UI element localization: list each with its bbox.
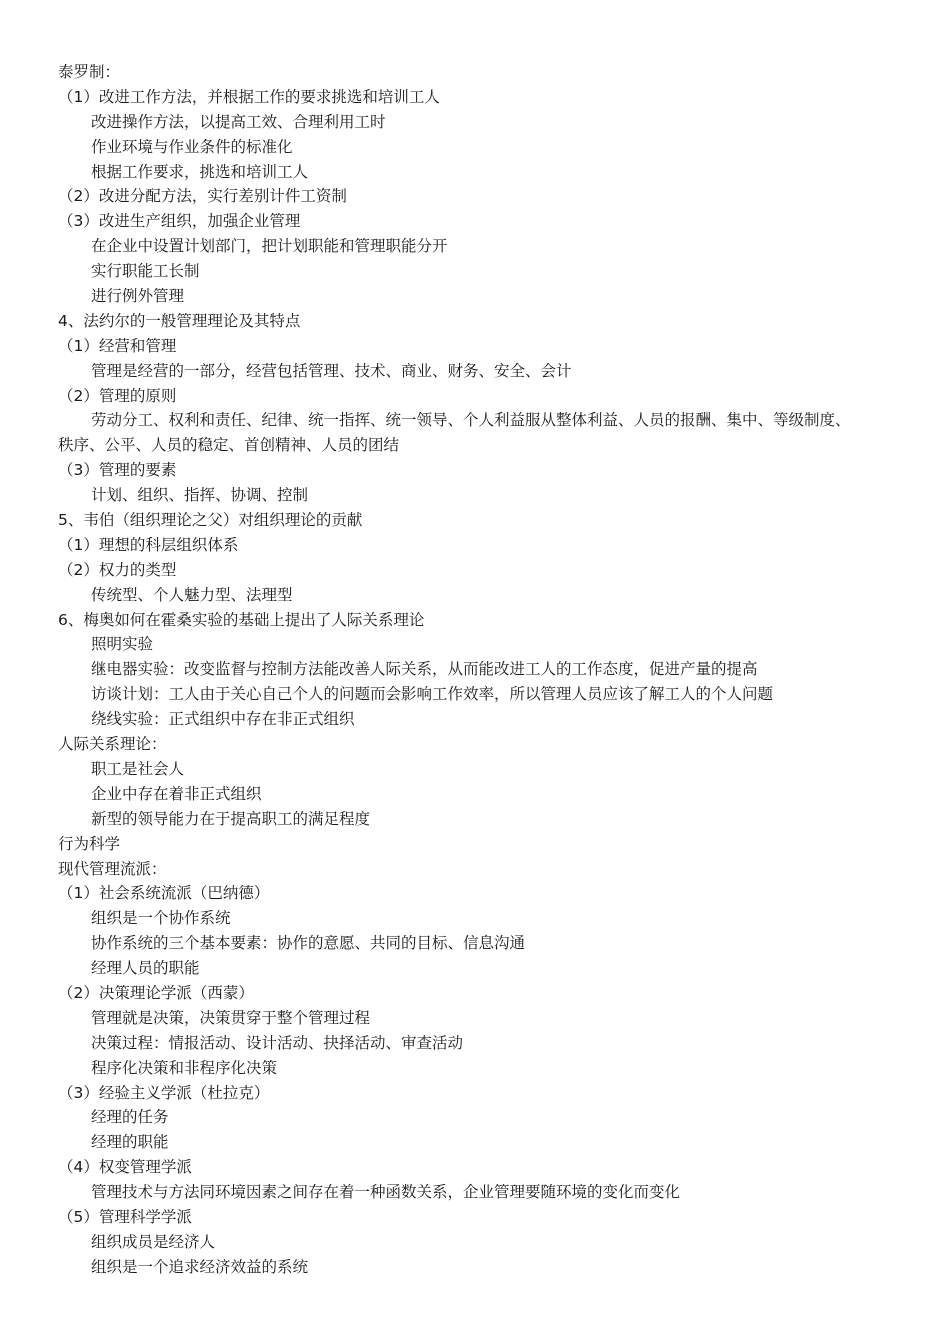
body-line: 经理的职能: [91, 1133, 169, 1152]
heading-line: 现代管理流派：: [58, 859, 167, 878]
heading-line: 6、梅奥如何在霍桑实验的基础上提出了人际关系理论: [58, 610, 425, 629]
body-line: 传统型、个人魅力型、法理型: [91, 585, 293, 604]
body-line: 继电器实验：改变监督与控制方法能改善人际关系，从而能改进工人的工作态度，促进产量的提高: [91, 660, 758, 679]
body-line: 决策过程：情报活动、设计活动、抉择活动、审查活动: [91, 1033, 464, 1052]
heading-line: 行为科学: [58, 834, 121, 853]
heading-line: 4、法约尔的一般管理理论及其特点: [58, 311, 301, 330]
body-line: 绕线实验：正式组织中存在非正式组织: [91, 710, 355, 729]
body-line: 进行例外管理: [91, 287, 185, 306]
subheading-line: （3）改进生产组织，加强企业管理: [58, 212, 301, 231]
body-line: 改进操作方法，以提高工效、合理利用工时: [91, 112, 386, 131]
body-line: 程序化决策和非程序化决策: [91, 1058, 278, 1077]
heading-line: 泰罗制：: [58, 63, 121, 81]
subheading-line: （3）经验主义学派（杜拉克）: [58, 1083, 270, 1102]
body-line: 经理人员的职能: [91, 959, 200, 978]
subheading-line: （2）管理的原则: [58, 386, 177, 405]
body-line: 照明实验: [91, 635, 154, 654]
subheading-line: （2）决策理论学派（西蒙）: [58, 983, 254, 1002]
subheading-line: （2）改进分配方法，实行差别计件工资制: [58, 187, 347, 206]
body-line: 计划、组织、指挥、协调、控制: [91, 486, 309, 505]
body-line: 组织成员是经济人: [91, 1232, 216, 1251]
body-line: 根据工作要求，挑选和培训工人: [91, 162, 309, 181]
body-line: 管理就是决策，决策贯穿于整个管理过程: [91, 1008, 371, 1027]
body-line: 经理的任务: [91, 1108, 169, 1127]
subheading-line: （1）经营和管理: [58, 336, 177, 355]
body-line: 在企业中设置计划部门，把计划职能和管理职能分开: [91, 237, 448, 256]
body-line: 组织是一个协作系统: [91, 909, 231, 928]
subheading-line: （1）改进工作方法，并根据工作的要求挑选和培训工人: [58, 87, 440, 106]
subheading-line: （1）理想的科层组织体系: [58, 535, 239, 554]
body-line: 企业中存在着非正式组织: [91, 784, 262, 803]
body-line: 职工是社会人: [91, 759, 185, 778]
body-line: 管理技术与方法同环境因素之间存在着一种函数关系，企业管理要随环境的变化而变化: [91, 1183, 681, 1202]
heading-line: 人际关系理论：: [58, 735, 167, 754]
body-line: 管理是经营的一部分，经营包括管理、技术、商业、财务、安全、会计: [91, 361, 572, 380]
body-line: 作业环境与作业条件的标准化: [91, 137, 293, 156]
heading-line: 5、韦伯（组织理论之父）对组织理论的贡献: [58, 511, 363, 530]
subheading-line: （5）管理科学学派: [58, 1207, 192, 1226]
body-line: 实行职能工长制: [91, 262, 200, 281]
subheading-line: （3）管理的要素: [58, 461, 177, 480]
subheading-line: （4）权变管理学派: [58, 1158, 192, 1177]
body-line: 组织是一个追求经济效益的系统: [91, 1257, 309, 1276]
document-body: [58, 60, 908, 1280]
subheading-line: （2）权力的类型: [58, 560, 177, 579]
subheading-line: （1）社会系统流派（巴纳德）: [58, 884, 270, 903]
body-line: 协作系统的三个基本要素：协作的意愿、共同的目标、信息沟通: [91, 934, 526, 953]
body-line: 新型的领导能力在于提高职工的满足程度: [91, 809, 371, 828]
body-line: 访谈计划：工人由于关心自己个人的问题而会影响工作效率，所以管理人员应该了解工人的个人问题: [91, 685, 774, 704]
body-line: 劳动分工、权利和责任、纪律、统一指挥、统一领导、个人利益服从整体利益、人员的报酬、集中、等级制度、: [91, 411, 851, 430]
heading-line: 秩序、公平、人员的稳定、首创精神、人员的团结: [58, 436, 400, 455]
